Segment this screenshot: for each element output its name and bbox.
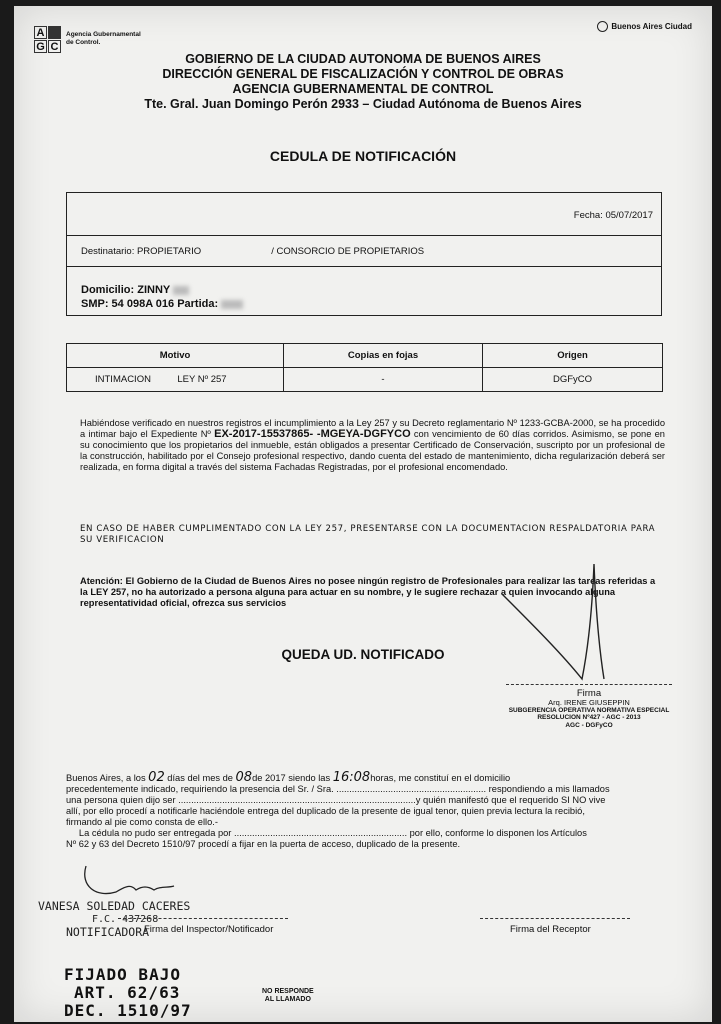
no-responde-stamp: NO RESPONDE AL LLAMADO <box>262 988 314 1003</box>
handwritten-month: 08 <box>235 770 253 785</box>
document-page <box>14 6 712 1022</box>
agc-logo-c: C <box>48 40 61 53</box>
header-line-2: DIRECCIÓN GENERAL DE FISCALIZACIÓN Y CONTROL DE OBRAS <box>162 67 564 81</box>
notified-heading: QUEDA UD. NOTIFICADO <box>281 647 445 662</box>
ba-logo-icon <box>597 21 608 32</box>
official-signature <box>492 554 632 684</box>
address-label: Domicilio: ZINNY <box>81 284 171 296</box>
expediente-number: EX-2017-15537865- -MGEYA-DGFYCO <box>214 428 411 440</box>
table-header: Motivo <box>67 344 284 368</box>
agc-logo-block <box>48 26 61 39</box>
page-title: CEDULA DE NOTIFICACIÓN <box>269 148 457 164</box>
inspector-signature <box>76 856 186 904</box>
handwritten-hour: 16:08 <box>332 770 371 785</box>
firma-label: Firma <box>576 688 602 699</box>
recipient-box <box>66 192 662 316</box>
fijado-stamp: FIJADO BAJO ART. 62/63 DEC. 1510/97 <box>64 965 192 1020</box>
agc-logo-g: G <box>34 40 47 53</box>
signature-line <box>506 684 672 685</box>
agc-logo-text: Agencia Gubernamental de Control. <box>66 31 141 46</box>
smp-label: SMP: 54 098A 016 Partida: <box>81 298 219 310</box>
recipient-label: Destinatario: PROPIETARIO / CONSORCIO DE PROPIETARIOS <box>81 246 425 257</box>
header-line-1: GOBIERNO DE LA CIUDAD AUTONOMA DE BUENOS AIRES <box>185 52 541 66</box>
date-label: Fecha: 05/07/2017 <box>573 210 653 221</box>
official-name: Arq. IRENE GIUSEPPIN <box>548 698 630 707</box>
motivo-table <box>66 343 663 392</box>
receptor-signature-label: Firma del Receptor <box>510 924 591 935</box>
intimation-paragraph: Habiéndose verificado en nuestros registros el incumplimiento a la Ley 257 y su Decreto reglamentario Nº 1233-GCBA-2000, se ha procedido a intimar bajo el Expediente Nº EX-2017-15537865- -MGEYA-DGFYCO con vencimiento de 60 días corridos. Asimismo, se pone en su conocimiento que los propietarios del inmueble, están obligados a presentar Certificado de Conservación, suscripto por un profesional de la construcción, habilitado por el Consejo profesional respectivo, dando cuenta del estado de mantenimiento, dicha regularización deberá ser realizada, en forma digital a través del sistema Fachadas Registradas, por el profesional encomendado. <box>80 418 665 472</box>
inspector-stamp: VANESA SOLEDAD CACERES F.C. 437268 NOTIFICADORA <box>38 899 191 939</box>
receptor-signature-line <box>480 918 630 919</box>
table-row <box>67 368 663 392</box>
table-cell: INTIMACION LEY Nº 257 <box>67 368 284 392</box>
inspector-signature-label: Firma del Inspector/Notificador <box>144 924 274 935</box>
table-header: Origen <box>483 344 663 368</box>
document-header <box>14 52 712 112</box>
agc-logo <box>34 26 61 53</box>
address-block <box>81 283 243 311</box>
handwritten-day: 02 <box>148 770 165 785</box>
table-cell: DGFyCO <box>483 368 663 392</box>
inspector-signature-line <box>118 918 288 919</box>
table-cell: - <box>284 368 483 392</box>
attention-paragraph: Atención: El Gobierno de la Ciudad de Buenos Aires no posee ningún registro de Profesionales para realizar las tareas referidas a la LEY 257, no ha autorizado a persona alguna para actuar en su nombre, y le sugiere rechazar a quien invocando alguna representatividad oficial, ofrezca sus servicios <box>80 576 656 608</box>
ba-ciudad-logo: Buenos Aires Ciudad <box>597 21 692 32</box>
header-line-3: AGENCIA GUBERNAMENTAL DE CONTROL <box>232 82 494 96</box>
table-header: Copias en fojas <box>284 344 483 368</box>
compliance-paragraph: EN CASO DE HABER CUMPLIMENTADO CON LA LEY 257, PRESENTARSE CON LA DOCUMENTACION RESPALDATORIA PARA SU VERIFICACION <box>80 524 656 545</box>
delivery-record: Buenos Aires, a los 02 días del mes de 08de 2017 siendo las 16:08horas, me constituí en el domicilio precedentemente indicado, requiriendo la presencia del Sr. / Sra. .......................................................... respondiendo a mis llamados una persona quien dijo ser ............................................................................................y quién manifestó que el requerido SI NO vive allí, por ello procedí a notificarle haciéndole entrega del duplicado de la presente de igual tenor, quien previa lectura la recibió, firmando al pie como consta de ello.- La cédula no pudo ser entregada por ................................................................... por ello, conforme lo disponen los Artículos Nº 62 y 63 del Decreto 1510/97 procedí a fijar en la puerta de acceso, duplicado de la presente. <box>66 770 610 849</box>
agc-logo-a: A <box>34 26 47 39</box>
official-signature-block: Firma Arq. IRENE GIUSEPPIN SUBGERENCIA OPERATIVA NORMATIVA ESPECIAL RESOLUCION Nº427 - AGC - 2013 AGC - DGFyCO <box>506 688 672 729</box>
header-line-4: Tte. Gral. Juan Domingo Perón 2933 – Ciudad Autónoma de Buenos Aires <box>144 97 582 111</box>
